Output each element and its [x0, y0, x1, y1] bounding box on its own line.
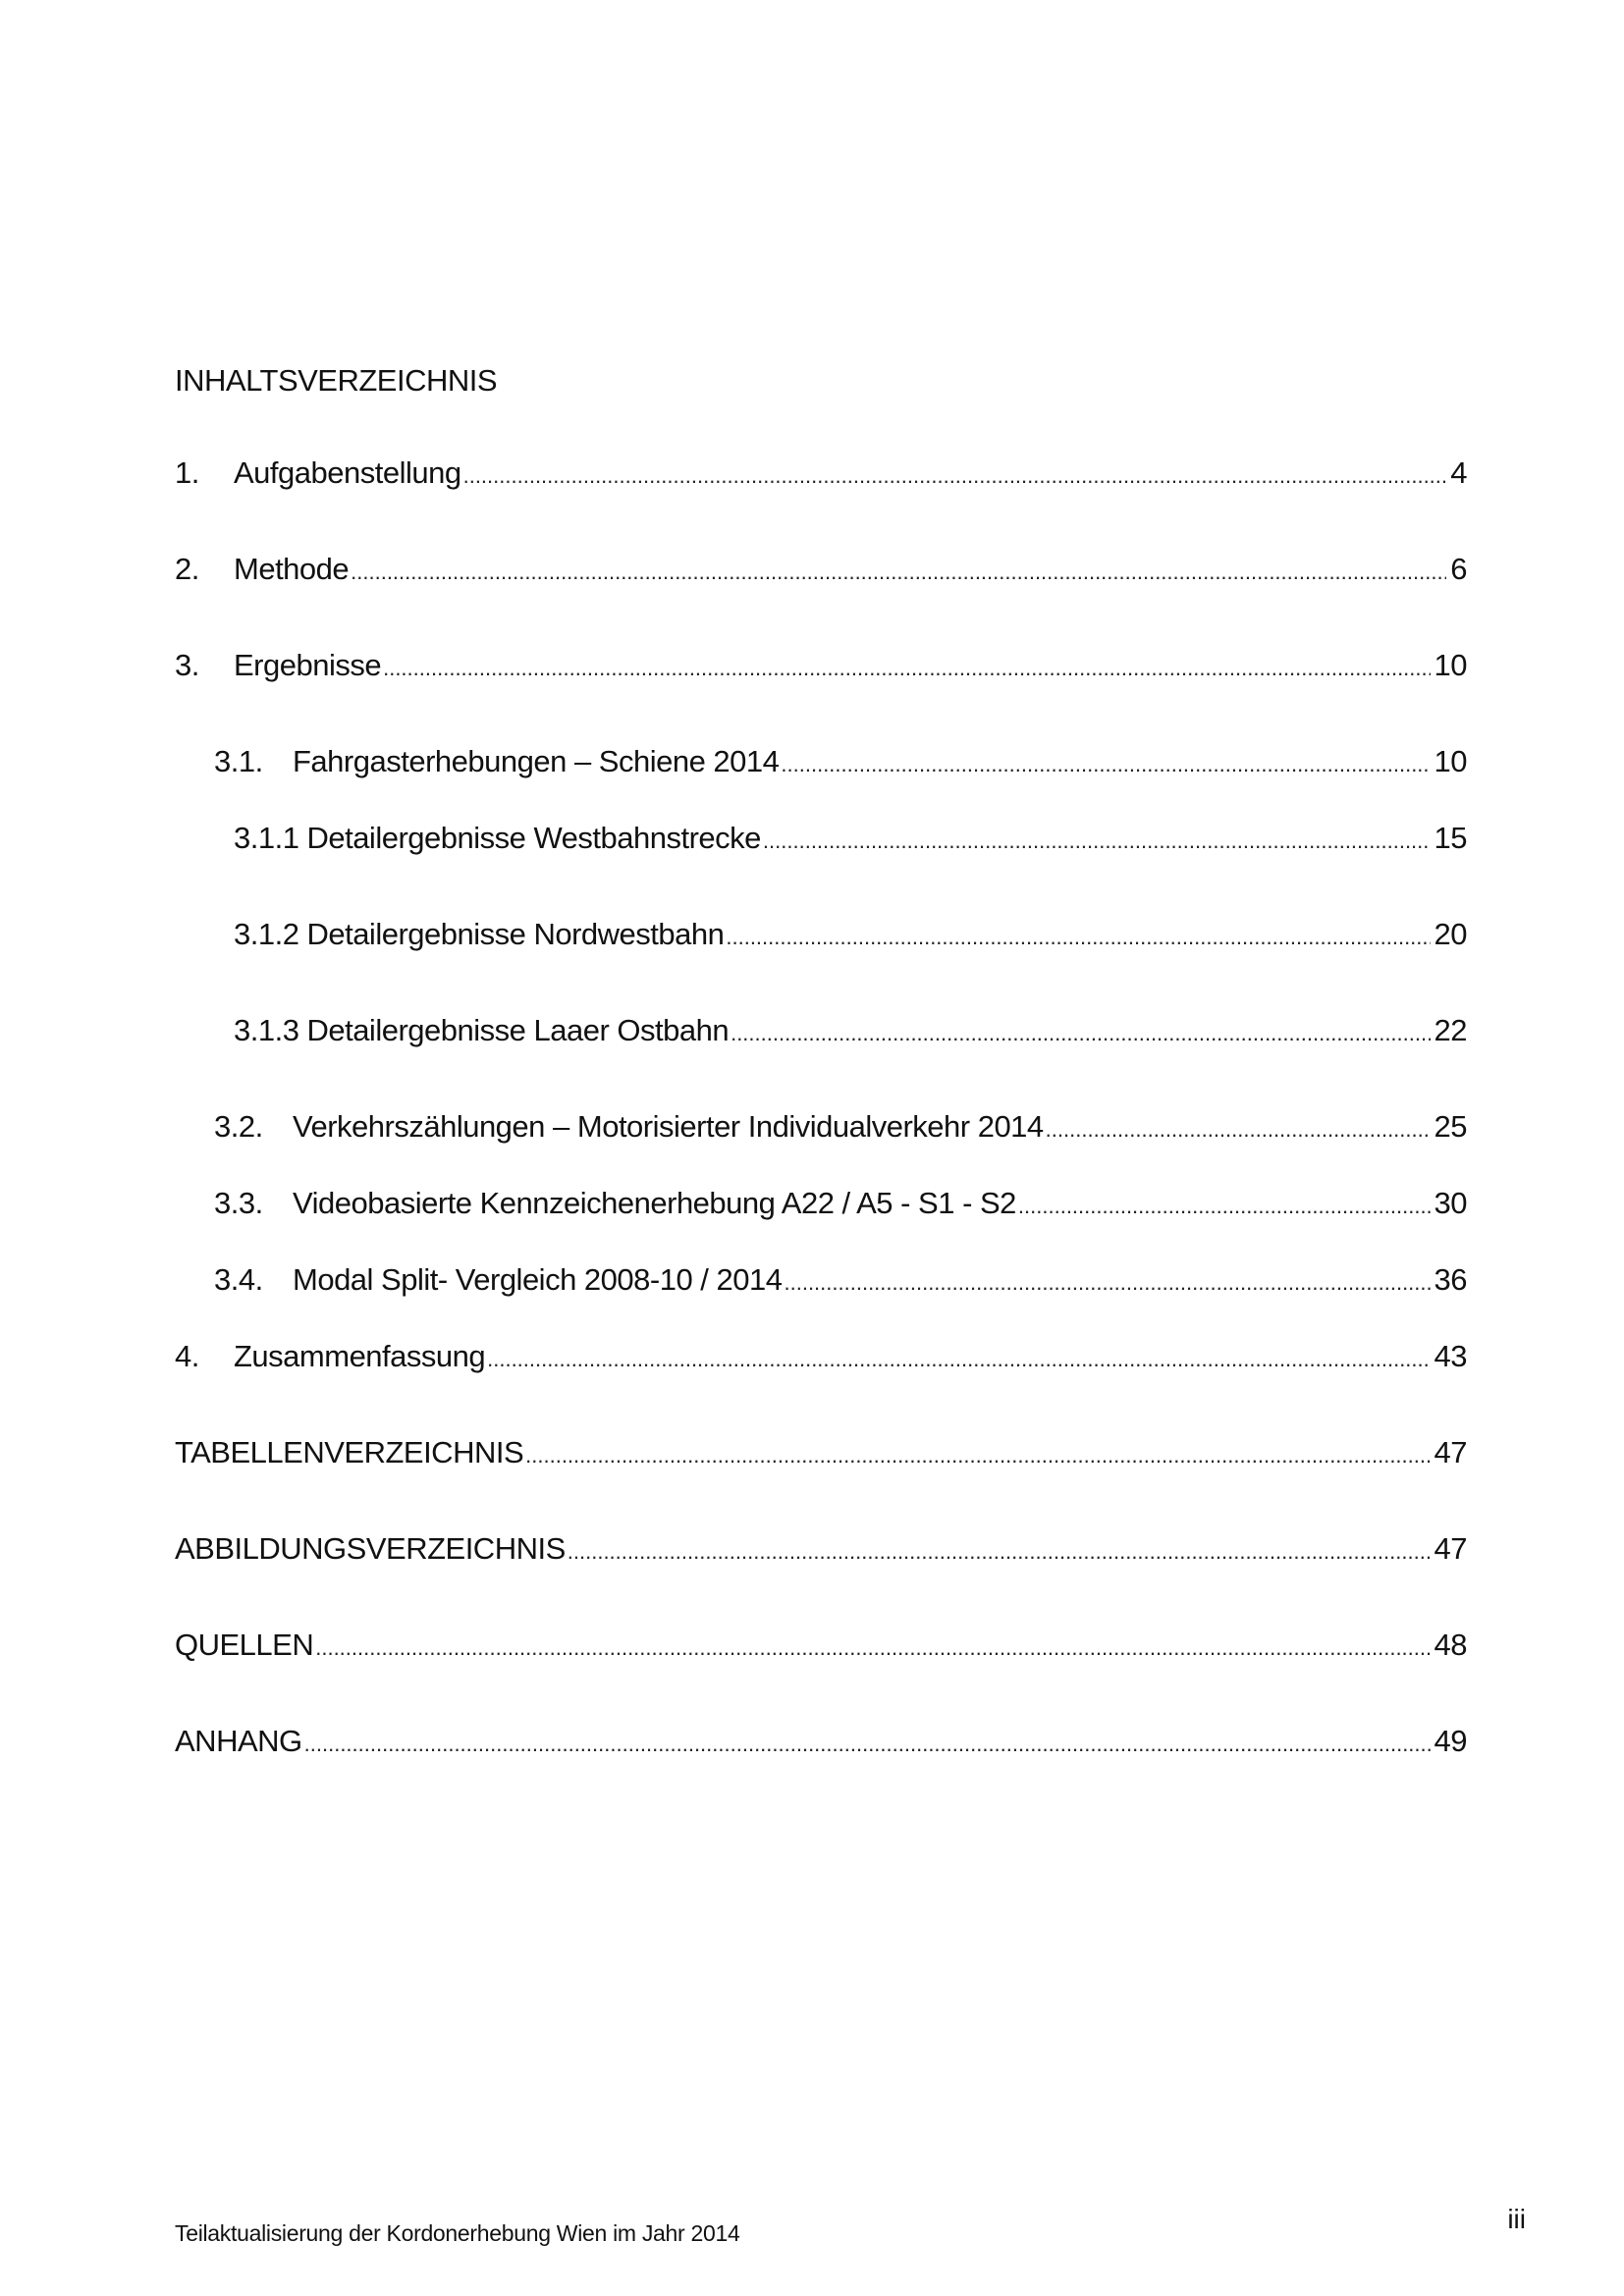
dot-leader [781, 754, 1430, 775]
dot-leader [487, 1349, 1430, 1370]
toc-entry-page: 22 [1434, 1013, 1467, 1047]
toc-entry-page: 30 [1434, 1186, 1467, 1220]
toc-entry[interactable] [175, 1437, 1467, 1468]
toc-entry-page: 48 [1434, 1628, 1467, 1662]
toc-entry-title: Videobasierte Kennzeichenerhebung A22 / A5 - S1 - S2 [293, 1186, 1016, 1220]
toc-entry-title: Methode [234, 552, 350, 586]
dot-leader [383, 658, 1430, 679]
toc-entry[interactable] [214, 746, 1467, 776]
toc-entry-number: 3. [175, 648, 199, 682]
toc-entry[interactable] [175, 1341, 1467, 1371]
toc-entry-title: TABELLENVERZEICHNIS [175, 1435, 524, 1469]
toc-entry-title: Detailergebnisse Westbahnstrecke [306, 821, 761, 855]
footer-page-number: iii [1507, 2204, 1526, 2234]
toc-entry-page: 49 [1434, 1724, 1467, 1758]
toc-entry[interactable] [214, 1264, 1467, 1295]
toc-entry-page: 4 [1450, 455, 1467, 490]
toc-entry-number: 4. [175, 1339, 199, 1373]
toc-entry-number: 1. [175, 455, 199, 490]
dot-leader [315, 1637, 1430, 1659]
toc-entry[interactable] [175, 1726, 1467, 1756]
toc-entry-title: Detailergebnisse Nordwestbahn [306, 917, 725, 951]
dot-leader [525, 1445, 1430, 1467]
toc-entry[interactable] [175, 650, 1467, 680]
toc-entry-page: 20 [1434, 917, 1467, 951]
toc-entry-title: Aufgabenstellung [234, 455, 461, 490]
toc-entry-title: Fahrgasterhebungen – Schiene 2014 [293, 744, 780, 778]
toc-entry[interactable] [175, 1629, 1467, 1660]
dot-leader [463, 465, 1447, 487]
toc-entry-number: 2. [175, 552, 199, 586]
dot-leader [351, 561, 1446, 583]
toc-entry-number: 3.1.1 [234, 821, 299, 855]
toc-entry[interactable] [214, 1188, 1467, 1218]
toc-heading: INHALTSVERZEICHNIS [175, 363, 498, 398]
toc-entry-number: 3.4. [214, 1262, 263, 1297]
dot-leader [304, 1734, 1431, 1755]
toc-entry-number: 3.1.2 [234, 917, 299, 951]
dot-leader [731, 1023, 1430, 1044]
dot-leader [568, 1541, 1431, 1563]
toc-entry-page: 43 [1434, 1339, 1467, 1373]
toc-entry-title: ABBILDUNGSVERZEICHNIS [175, 1531, 566, 1566]
toc-entry[interactable] [175, 457, 1467, 488]
toc-entry-page: 25 [1434, 1109, 1467, 1144]
toc-entry-page: 47 [1434, 1531, 1467, 1566]
toc-entry-title: Modal Split- Vergleich 2008-10 / 2014 [293, 1262, 783, 1297]
toc-entry-page: 15 [1434, 821, 1467, 855]
toc-entry-title: Ergebnisse [234, 648, 382, 682]
toc-entry[interactable] [234, 1015, 1467, 1045]
dot-leader [1046, 1119, 1431, 1141]
toc-entry-title: ANHANG [175, 1724, 302, 1758]
dot-leader [1018, 1196, 1431, 1217]
toc-entry-number: 3.3. [214, 1186, 263, 1220]
toc-entry[interactable] [214, 1111, 1467, 1142]
toc-entry-title: Detailergebnisse Laaer Ostbahn [306, 1013, 730, 1047]
toc-entry-page: 10 [1434, 744, 1467, 778]
dot-leader [726, 927, 1430, 948]
toc-entry-page: 10 [1434, 648, 1467, 682]
toc-entry-page: 36 [1434, 1262, 1467, 1297]
footer-document-title: Teilaktualisierung der Kordonerhebung Wien im Jahr 2014 [175, 2220, 740, 2246]
toc-entry-page: 47 [1434, 1435, 1467, 1469]
toc-entry[interactable] [175, 1533, 1467, 1564]
toc-entry-number: 3.1.3 [234, 1013, 299, 1047]
toc-entry[interactable] [234, 823, 1467, 853]
toc-entry-number: 3.2. [214, 1109, 263, 1144]
toc-entry[interactable] [234, 919, 1467, 949]
dot-leader [763, 830, 1431, 852]
toc-entry-title: Zusammenfassung [234, 1339, 486, 1373]
toc-entry[interactable] [175, 554, 1467, 584]
dot-leader [785, 1272, 1431, 1294]
toc-entry-page: 6 [1450, 552, 1467, 586]
toc-entry-number: 3.1. [214, 744, 263, 778]
toc-entry-title: QUELLEN [175, 1628, 314, 1662]
toc-entry-title: Verkehrszählungen – Motorisierter Individualverkehr 2014 [293, 1109, 1044, 1144]
